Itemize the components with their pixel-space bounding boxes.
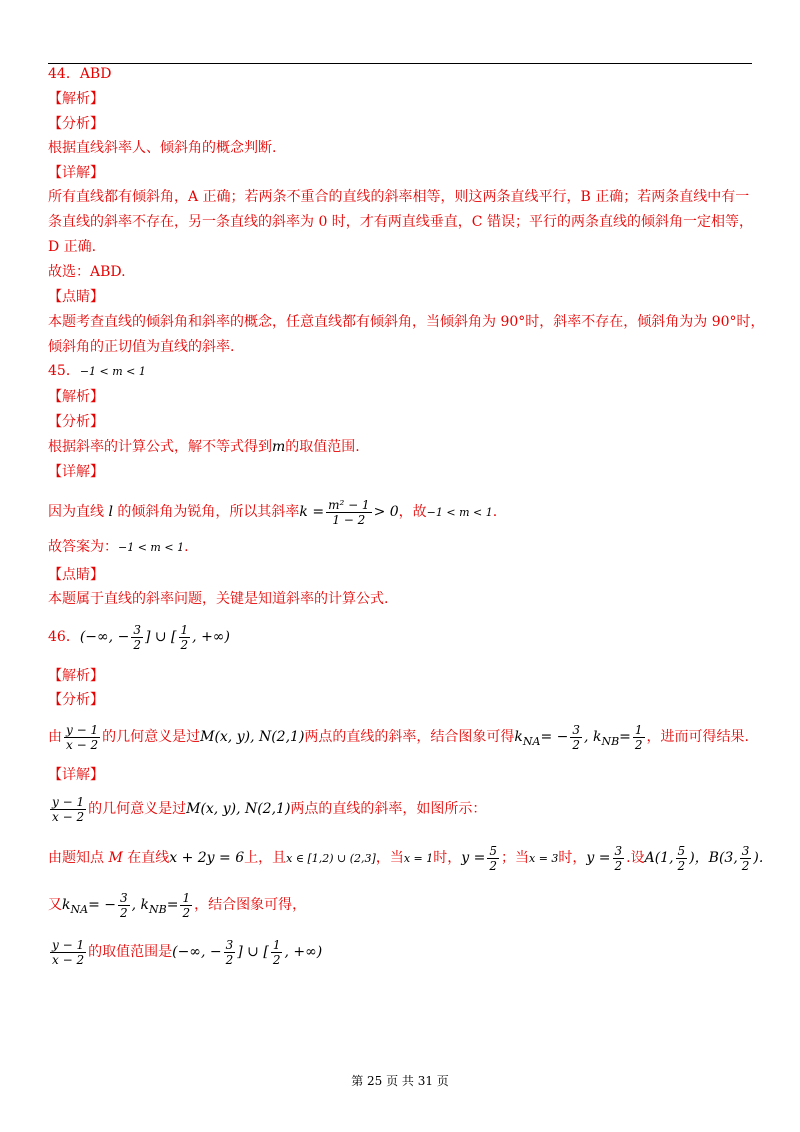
q46-detail2-text-c: 上，且 bbox=[244, 850, 287, 866]
q46-detail1-frac-den: x − 2 bbox=[52, 809, 85, 824]
q46-detail1-frac-num: y − 1 bbox=[52, 794, 85, 809]
q45-detail-text-c: ，故 bbox=[398, 504, 427, 520]
q45-detail-dot: . bbox=[492, 504, 498, 520]
q46-detail2-a-close: )， bbox=[689, 850, 709, 866]
q45-number: 45． bbox=[48, 363, 80, 379]
q45-detail-line bbox=[48, 497, 497, 528]
q46-detail2-y3-den: 2 bbox=[614, 858, 623, 873]
q46-detail3-eq2: = bbox=[166, 897, 179, 913]
q46-detail3-kna-sub: NA bbox=[70, 902, 89, 916]
q46-detail2-text-f: ；当 bbox=[501, 850, 529, 866]
q46-fenxi-eq1: = − bbox=[540, 729, 569, 745]
q46-detail2-text-a: 由题知点 bbox=[48, 850, 109, 866]
q45-answer-dot: . bbox=[184, 539, 189, 555]
q45-answer-line bbox=[48, 537, 189, 558]
header-rule bbox=[48, 63, 752, 64]
q46-detail2-x1: x = 1 bbox=[403, 852, 434, 865]
q46-fenxi-knb-num: 1 bbox=[634, 722, 643, 737]
q46-detail2-text-h: .设 bbox=[626, 850, 645, 866]
q46-detail2-b-den: 2 bbox=[741, 858, 750, 873]
q46-detail2-y3: y = bbox=[586, 850, 611, 866]
q45-slope-gt: > 0 bbox=[373, 504, 399, 520]
q46-detail-line-2 bbox=[48, 843, 763, 874]
q46-fenxi-text-d: ，进而可得结果. bbox=[646, 729, 749, 745]
q46-fenxi-kna-sub: NA bbox=[522, 734, 541, 748]
q46-answer-frac-1 bbox=[131, 623, 143, 652]
q46-fenxi-fraction bbox=[64, 723, 100, 752]
q46-answer-frac-2-num: 1 bbox=[180, 622, 189, 637]
q44-dianjing-heading: 【点睛】 bbox=[48, 289, 104, 305]
q46-detail4-frac-2-num: 1 bbox=[272, 937, 281, 952]
q44-number: 44．ABD bbox=[48, 66, 112, 82]
q46-fenxi-eq2: = bbox=[619, 729, 631, 745]
q45-slope-numerator: m² − 1 bbox=[328, 497, 370, 512]
q45-answer-math: −1 < m < 1 bbox=[79, 365, 146, 378]
q45-slope-denominator: 1 − 2 bbox=[332, 512, 366, 527]
q46-detail3-knb-num: 1 bbox=[182, 890, 191, 905]
q45-fenxi-heading: 【分析】 bbox=[48, 414, 104, 430]
q45-dianjing-heading: 【点睛】 bbox=[48, 567, 104, 583]
q46-detail3-knb: , k bbox=[131, 897, 150, 913]
q46-answer-frac-2-den: 2 bbox=[180, 637, 189, 652]
q45-answer-value: −1 < m < 1 bbox=[118, 541, 185, 554]
q46-fenxi-knb: , k bbox=[584, 729, 602, 745]
q46-detail3-knb-sub: NB bbox=[149, 902, 167, 916]
q46-fenxi-points: M(x, y), N(2,1) bbox=[200, 729, 305, 745]
q46-detail3-kna-num: 3 bbox=[119, 890, 128, 905]
q46-number-line bbox=[48, 622, 230, 652]
q46-detail4-left: (−∞, − bbox=[172, 944, 222, 960]
q44-note-line-1: 本题考查直线的倾斜角和斜率的概念，任意直线都有倾斜角，当倾斜角为 90°时，斜率不存在，倾斜角为为 90°时， bbox=[48, 314, 765, 330]
q45-detail-var-l: l bbox=[108, 504, 113, 520]
q46-fenxi-frac-den: x − 2 bbox=[66, 737, 99, 752]
q46-jiexi-heading: 【解析】 bbox=[48, 668, 104, 684]
q46-detail1-points: M(x, y), N(2,1) bbox=[186, 801, 291, 817]
q46-fenxi-knb-den: 2 bbox=[634, 737, 643, 752]
q46-detail4-right: , +∞) bbox=[284, 944, 323, 960]
q46-detail3-text-b: ，结合图象可得， bbox=[194, 897, 307, 913]
q45-fenxi-line bbox=[48, 437, 360, 457]
q46-detail3-eq1: = − bbox=[88, 897, 116, 913]
q46-fenxi-kna-frac bbox=[570, 723, 582, 752]
q46-answer-left: (−∞, − bbox=[79, 629, 130, 645]
q46-fenxi-knb-frac bbox=[633, 723, 645, 752]
q45-detail-text-a: 因为直线 bbox=[48, 504, 109, 520]
q44-jiexi-heading: 【解析】 bbox=[48, 91, 104, 107]
q45-detail-result: −1 < m < 1 bbox=[426, 506, 493, 519]
q46-fenxi-heading: 【分析】 bbox=[48, 692, 104, 708]
q45-fenxi-text-a: 根据斜率的计算公式，解不等式得到 bbox=[48, 439, 272, 455]
page-footer: 第 25 页 共 31 页 bbox=[351, 1074, 449, 1088]
q46-detail3-kna-den: 2 bbox=[119, 905, 128, 920]
q46-detail2-var-m: M bbox=[108, 850, 123, 866]
q45-number-line bbox=[48, 361, 146, 382]
q46-answer-frac-1-num: 3 bbox=[133, 622, 141, 637]
q44-detail-line-2: 条直线的斜率不存在，另一条直线的斜率为 0 时，才有两直线垂直，C 错误；平行的两条直线的倾斜角一定相等， bbox=[48, 214, 753, 230]
q46-detail4-mid: ] ∪ [ bbox=[237, 944, 269, 960]
q46-detail2-a-den: 2 bbox=[677, 858, 686, 873]
q46-detail4-frac-1-den: 2 bbox=[225, 952, 234, 967]
q45-fenxi-text-b: 的取值范围. bbox=[285, 439, 360, 455]
q46-detail-line-1 bbox=[48, 794, 486, 824]
q46-detail-line-3 bbox=[48, 890, 306, 925]
q46-detail1-text-b: 的几何意义是过 bbox=[88, 801, 187, 817]
q46-fenxi-text-b: 的几何意义是过 bbox=[102, 729, 201, 745]
q46-detail1-fraction bbox=[50, 795, 86, 824]
q45-answer-text: 故答案为： bbox=[48, 539, 118, 555]
q46-answer-mid: ] ∪ [ bbox=[144, 629, 177, 645]
q46-detail4-frac-2 bbox=[271, 938, 283, 967]
q45-slope-fraction bbox=[326, 498, 372, 527]
q45-xiangjie-heading: 【详解】 bbox=[48, 464, 104, 480]
q44-detail-line-3: D 正确. bbox=[48, 239, 97, 255]
q46-detail-line-4 bbox=[48, 937, 322, 967]
q46-detail2-b-close: ). bbox=[753, 850, 764, 866]
q46-detail2-a-frac bbox=[676, 844, 688, 873]
q46-detail2-point-b: B(3, bbox=[708, 850, 738, 866]
q46-detail2-b-num: 3 bbox=[741, 843, 750, 858]
q46-detail2-y3-num: 3 bbox=[614, 843, 623, 858]
q46-detail2-b-frac bbox=[740, 844, 752, 873]
q44-fenxi-heading: 【分析】 bbox=[48, 116, 104, 132]
q46-fenxi-knb-sub: NB bbox=[601, 734, 620, 748]
q45-note: 本题属于直线的斜率问题，关键是知道斜率的计算公式. bbox=[48, 591, 389, 607]
q46-detail2-y1-den: 2 bbox=[489, 858, 497, 873]
q46-detail2-domain: x ∈ [1,2) ∪ (2,3] bbox=[286, 852, 376, 865]
q44-answer: 故选：ABD. bbox=[48, 264, 126, 280]
q46-answer-frac-1-den: 2 bbox=[133, 637, 141, 652]
q46-fenxi-line bbox=[48, 722, 749, 757]
q46-fenxi-frac-num: y − 1 bbox=[66, 722, 99, 737]
q44-detail-line-1: 所有直线都有倾斜角，A 正确；若两条不重合的直线的斜率相等，则这两条直线平行，B 正确；若两条直线中有一 bbox=[48, 189, 750, 205]
q46-detail2-y1-num: 5 bbox=[489, 843, 497, 858]
q46-xiangjie-heading: 【详解】 bbox=[48, 767, 104, 783]
q46-detail4-frac-1 bbox=[224, 938, 236, 967]
q46-detail4-frac-num: y − 1 bbox=[52, 937, 85, 952]
q46-detail2-text-e: 时， bbox=[433, 850, 462, 866]
q46-detail2-text-d: ，当 bbox=[375, 850, 404, 866]
q46-detail4-frac-den: x − 2 bbox=[52, 952, 85, 967]
q46-fenxi-text-c: 两点的直线的斜率，结合图象可得 bbox=[304, 729, 515, 745]
q46-detail4-fraction bbox=[50, 938, 86, 967]
q44-note-line-2: 倾斜角的正切值为直线的斜率. bbox=[48, 339, 235, 355]
q46-detail3-knb-den: 2 bbox=[182, 905, 191, 920]
q46-detail2-y1: y = bbox=[461, 850, 486, 866]
q45-slope-k: k = bbox=[299, 504, 325, 520]
q46-fenxi-kna: k bbox=[514, 729, 523, 745]
q45-jiexi-heading: 【解析】 bbox=[48, 389, 104, 405]
q46-detail3-text-a: 又 bbox=[48, 897, 62, 913]
q46-detail3-kna-frac bbox=[118, 891, 130, 920]
q46-answer-right: , +∞) bbox=[192, 629, 230, 645]
q46-detail1-text-c: 两点的直线的斜率，如图所示： bbox=[290, 801, 487, 817]
q46-number: 46． bbox=[48, 629, 80, 645]
q46-detail3-kna: k bbox=[62, 897, 71, 913]
q46-detail2-text-b: 在直线 bbox=[122, 850, 170, 866]
q46-detail2-y1-frac bbox=[487, 844, 499, 873]
q44-fenxi-text: 根据直线斜率人、倾斜角的概念判断. bbox=[48, 140, 277, 156]
q45-fenxi-var-m: m bbox=[272, 439, 286, 455]
q45-detail-text-b: 的倾斜角为锐角，所以其斜率 bbox=[112, 504, 300, 520]
q46-detail2-x3: x = 3 bbox=[529, 852, 559, 865]
q46-fenxi-kna-num: 3 bbox=[572, 722, 581, 737]
q46-detail4-text-b: 的取值范围是 bbox=[88, 944, 173, 960]
q46-fenxi-kna-den: 2 bbox=[572, 737, 581, 752]
q44-xiangjie-heading: 【详解】 bbox=[48, 165, 104, 181]
q46-detail2-line-eq: x + 2y = 6 bbox=[169, 850, 245, 866]
q46-detail4-frac-1-num: 3 bbox=[225, 937, 234, 952]
q46-detail3-knb-frac bbox=[180, 891, 192, 920]
q46-detail2-point-a: A(1, bbox=[644, 850, 674, 866]
q46-detail2-y3-frac bbox=[613, 844, 625, 873]
q46-answer-frac-2 bbox=[179, 623, 191, 652]
q46-fenxi-text-a: 由 bbox=[48, 729, 62, 745]
q46-detail2-a-num: 5 bbox=[677, 843, 686, 858]
q46-detail2-text-g: 时， bbox=[558, 850, 587, 866]
q46-detail4-frac-2-den: 2 bbox=[272, 952, 281, 967]
